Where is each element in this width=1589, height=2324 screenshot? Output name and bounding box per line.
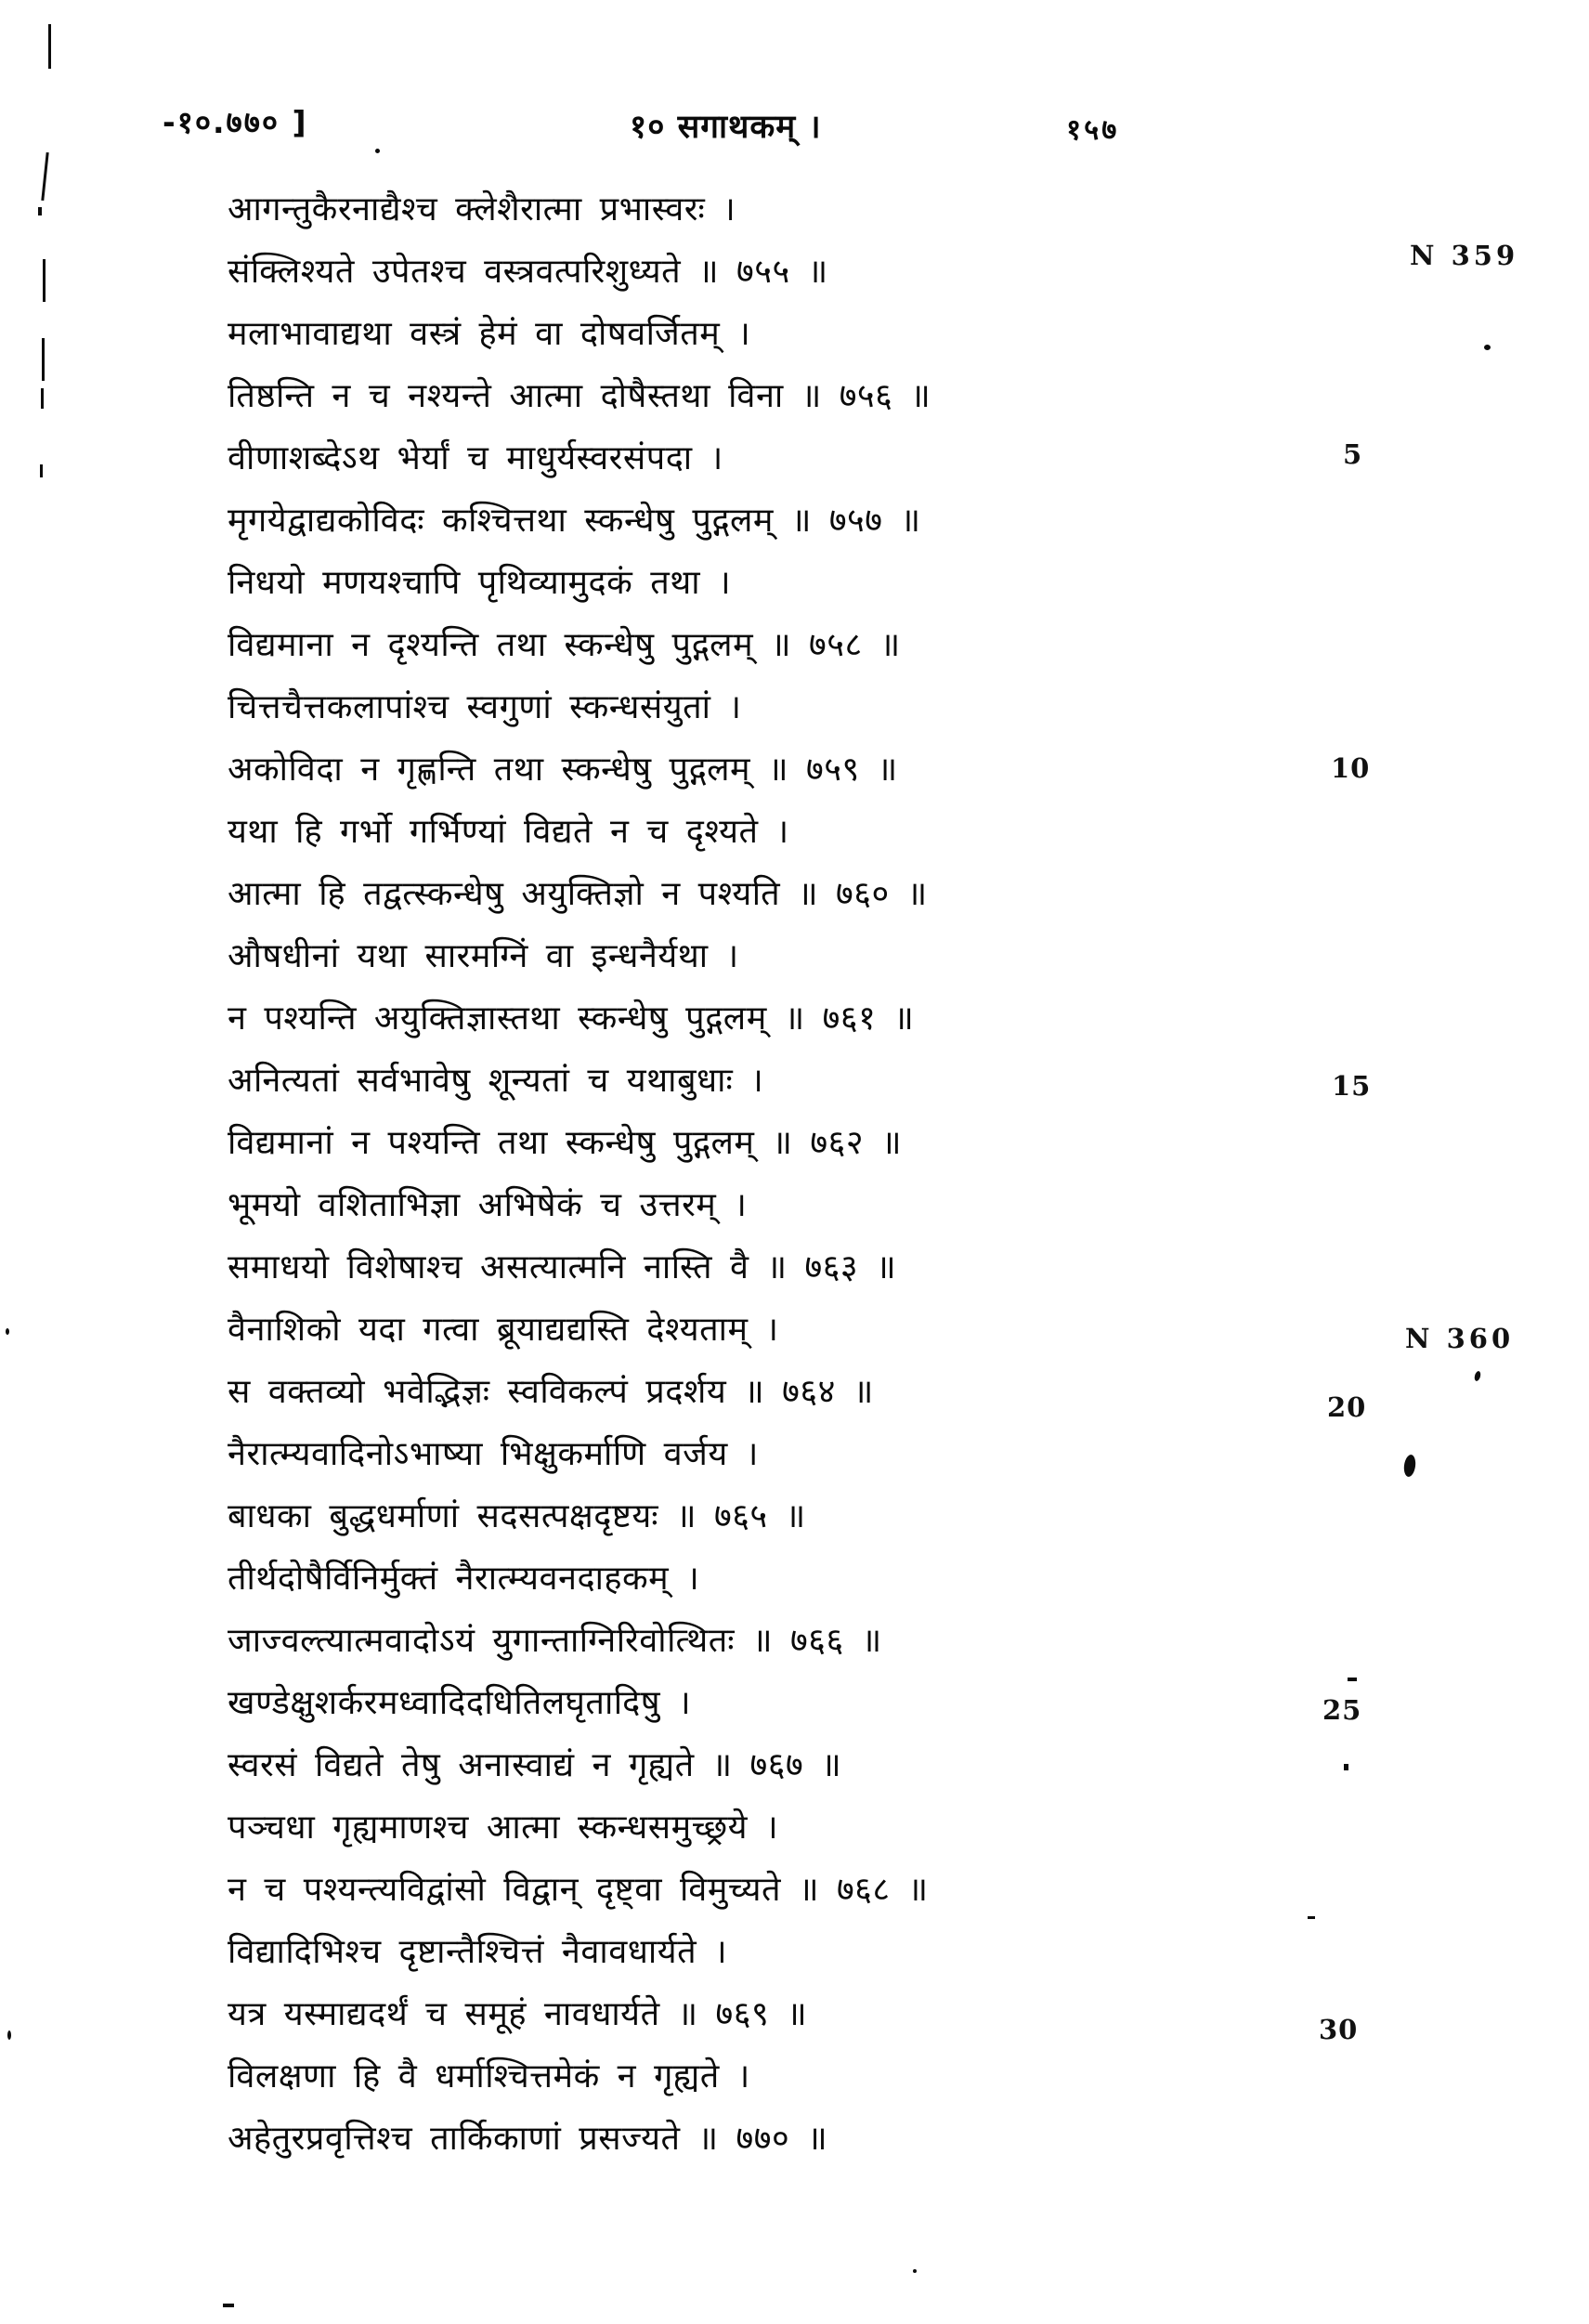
scan-artifact bbox=[7, 2030, 11, 2040]
verse-line: अनित्यतां सर्वभावेषु शून्यतां च यथाबुधाः । bbox=[228, 1062, 764, 1100]
verse-line: स वक्तव्यो भवेद्भिज्ञः स्वविकल्पं प्रदर्शय ॥ ७६४ ॥ bbox=[228, 1373, 874, 1411]
verse-line: आत्मा हि तद्वत्स्कन्धेषु अयुक्तिज्ञो न पश्यति ॥ ७६० ॥ bbox=[228, 875, 928, 913]
scan-artifact bbox=[913, 2269, 917, 2273]
verse-line: विलक्षणा हि वै धर्माश्चित्तमेकं न गृह्यते । bbox=[228, 2057, 750, 2096]
verse-line: यत्र यस्माद्यदर्थं च समूहं नावधार्यते ॥ ७६९ ॥ bbox=[228, 1995, 808, 2033]
verse-line: अहेतुरप्रवृत्तिश्च तार्किकाणां प्रसज्यते ॥ ७७० ॥ bbox=[228, 2120, 828, 2158]
verse-line: विद्यमाना न दृश्यन्ति तथा स्कन्धेषु पुद्गलम् ॥ ७५८ ॥ bbox=[228, 626, 901, 664]
scan-artifact bbox=[1474, 1370, 1482, 1381]
verse-line: यथा हि गर्भो गर्भिण्यां विद्यते न च दृश्यते । bbox=[228, 813, 789, 851]
verse-line: औषधीनां यथा सारमग्निं वा इन्धनैर्यथा । bbox=[228, 937, 739, 975]
scan-artifact bbox=[43, 259, 46, 302]
verse-ref: -१०.७७० ] bbox=[163, 104, 308, 140]
verse-line: आगन्तुकैरनाद्यैश्च क्लेशैरात्मा प्रभास्वरः । bbox=[228, 190, 736, 228]
verse-line: संक्लिश्यते उपेतश्च वस्त्रवत्परिशुध्यते ॥ ७५५ ॥ bbox=[228, 253, 828, 291]
verse-line: तीर्थदोषैर्विनिर्मुक्तं नैरात्म्यवनदाहकम् । bbox=[228, 1560, 700, 1598]
verse-line: तिष्ठन्ति न च नश्यन्ते आत्मा दोषैस्तथा विना ॥ ७५६ ॥ bbox=[228, 377, 931, 415]
verse-line: जाज्वल्त्यात्मवादोऽयं युगान्ताग्निरिवोत्थितः ॥ ७६६ ॥ bbox=[228, 1622, 882, 1660]
scan-artifact bbox=[375, 149, 380, 153]
verse-line: मलाभावाद्यथा वस्त्रं हेमं वा दोषवर्जितम् । bbox=[228, 315, 751, 353]
verse-line: स्वरसं विद्यते तेषु अनास्वाद्यं न गृह्यते ॥ ७६७ ॥ bbox=[228, 1746, 842, 1784]
scan-artifact bbox=[38, 207, 42, 215]
verse-line: विद्यमानां न पश्यन्ति तथा स्कन्धेषु पुद्गलम् ॥ ७६२ ॥ bbox=[228, 1124, 903, 1162]
verse-line: चित्तचैत्तकलापांश्च स्वगुणां स्कन्धसंयुतां । bbox=[228, 688, 742, 726]
verse-line: समाधयो विशेषाश्च असत्यात्मनि नास्ति वै ॥ ७६३ ॥ bbox=[228, 1248, 897, 1286]
foliation-note: N 359 bbox=[1410, 240, 1519, 271]
scan-artifact bbox=[1348, 1678, 1357, 1681]
verse-line: मृगयेद्वाद्यकोविदः कश्चित्तथा स्कन्धेषु पुद्गलम् ॥ ७५७ ॥ bbox=[228, 502, 921, 540]
verse-line: नैरात्म्यवादिनोऽभाष्या भिक्षुकर्माणि वर्जय । bbox=[228, 1435, 759, 1473]
verse-line: विद्यादिभिश्च दृष्टान्तैश्चित्तं नैवावधार्यते । bbox=[228, 1933, 728, 1971]
verse-line: भूमयो वशिताभिज्ञा अभिषेकं च उत्तरम् । bbox=[228, 1186, 748, 1224]
scan-artifact bbox=[1344, 1764, 1348, 1770]
line-number: 5 bbox=[1343, 438, 1363, 470]
verse-line: न पश्यन्ति अयुक्तिज्ञास्तथा स्कन्धेषु पुद्गलम् ॥ ७६१ ॥ bbox=[228, 999, 915, 1038]
verse-line: वैनाशिको यदा गत्वा ब्रूयाद्यद्यस्ति देश्यताम् । bbox=[228, 1311, 779, 1349]
verse-line: निधयो मणयश्चापि पृथिव्यामुदकं तथा । bbox=[228, 564, 732, 602]
scan-artifact bbox=[41, 388, 44, 409]
scan-artifact bbox=[40, 464, 43, 477]
verse-line: खण्डेक्षुशर्करमध्वादिदधितिलघृतादिषु । bbox=[228, 1684, 692, 1722]
line-number: 20 bbox=[1327, 1391, 1367, 1423]
verse-line: पञ्चधा गृह्यमाणश्च आत्मा स्कन्धसमुच्छ्रये । bbox=[228, 1808, 779, 1847]
foliation-note: N 360 bbox=[1405, 1323, 1515, 1354]
page-title: १० सगाथकम् । bbox=[630, 109, 822, 146]
line-number: 10 bbox=[1331, 752, 1371, 784]
line-number: 30 bbox=[1319, 2014, 1359, 2045]
verse-line: अकोविदा न गृह्णन्ति तथा स्कन्धेषु पुद्गलम् ॥ ७५९ ॥ bbox=[228, 751, 898, 789]
scan-artifact bbox=[6, 1328, 9, 1335]
scan-artifact bbox=[223, 2304, 234, 2307]
line-number: 15 bbox=[1332, 1070, 1372, 1102]
scan-artifact bbox=[1484, 345, 1491, 350]
scan-artifact bbox=[1402, 1454, 1416, 1477]
scan-artifact bbox=[41, 152, 48, 201]
scan-artifact bbox=[48, 24, 51, 69]
scan-artifact bbox=[42, 338, 45, 381]
verse-line: वीणाशब्देऽथ भेर्यां च माधुर्यस्वरसंपदा । bbox=[228, 439, 723, 477]
verse-line: बाधका बुद्धधर्माणां सदसत्पक्षदृष्टयः ॥ ७६५ ॥ bbox=[228, 1497, 806, 1535]
page-number: १५७ bbox=[1066, 113, 1120, 147]
verse-text-block bbox=[228, 178, 1138, 2170]
line-number: 25 bbox=[1322, 1694, 1362, 1726]
verse-line: न च पश्यन्त्यविद्वांसो विद्वान् दृष्ट्वा विमुच्यते ॥ ७६८ ॥ bbox=[228, 1871, 929, 1909]
scan-artifact bbox=[1308, 1916, 1315, 1919]
